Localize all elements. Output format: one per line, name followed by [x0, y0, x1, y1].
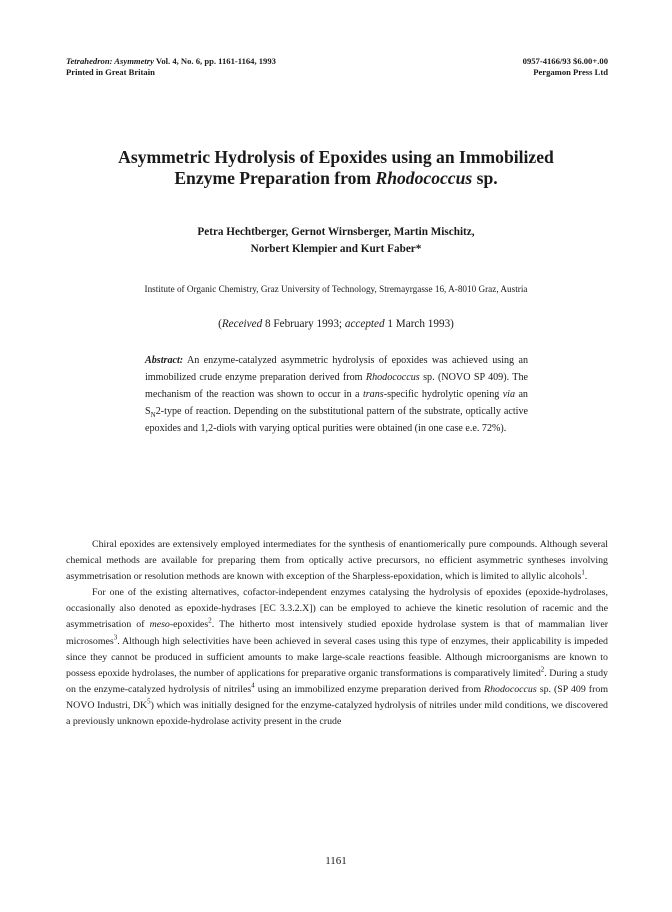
genus-name: Rhodococcus: [375, 168, 473, 188]
publisher: Pergamon Press Ltd: [533, 67, 608, 77]
abstract-label: Abstract:: [145, 355, 184, 366]
title-line-1: Asymmetric Hydrolysis of Epoxides using an Immobilized: [118, 147, 554, 167]
journal-name: Tetrahedron: Asymmetry: [66, 56, 154, 66]
paragraph-2: For one of the existing alternatives, cofactor-independent enzymes catalysing the hydrolysis of epoxides (epoxide-hydrolases, occasionally also denoted as epoxide-hydrases [EC 3.3.2.X]) can be employed to achieve the kinetic resolution of racemic and the asymmetrisation of meso-epoxides$^2$. The hitherto most intensively studied epoxide hydrolase system is that of mammalian liver microsomes$^3$. Although high selectivities have been achieved in several cases using this type of enzymes, their applicability is impeded since they cannot be produced in sufficient amounts to make large-scale reactions feasible. Although microorganisms are known to possess epoxide hydrolases, the number of applications for preparative organic transformations is comparatively limited$^2$. During a study on the enzyme-catalyzed hydrolysis of nitriles$^4$ using an immobilized enzyme preparation derived from Rhodococcus sp. (SP 409 from NOVO Industri, $DK^5$) which was initially designed for the enzyme-catalyzed hydrolysis of nitriles under mild conditions, we discovered a previously unknown epoxide-hydrolase activity present in the crude: [66, 587, 609, 728]
paper-title: [40, 147, 632, 189]
reference-marker: 3: [113, 634, 118, 642]
journal-citation: [66, 56, 276, 67]
price-code: 0957-4166/93 $6.00+.00: [522, 56, 608, 66]
reference-marker: 5: [147, 698, 151, 706]
author-list: [40, 224, 632, 258]
affiliation: Institute of Organic Chemistry, Graz University of Technology, Stremayrgasse 16, A-8010 Graz, Austria: [144, 284, 528, 294]
authors-line-2: Norbert Klempier and Kurt Faber*: [250, 243, 422, 255]
accepted-date: 1 March 1993): [384, 318, 454, 330]
accepted-label: accepted: [344, 318, 385, 330]
received-dates: (Received 8 February 1993; accepted 1 March 1993): [218, 318, 454, 330]
page-number: 1161: [325, 855, 347, 867]
citation-details: Vol. 4, No. 6, pp. 1161-1164, 1993: [153, 56, 276, 66]
running-header-left: [66, 56, 276, 78]
body-text: [66, 537, 608, 730]
authors-line-1: Petra Hechtberger, Gernot Wirnsberger, Martin Mischitz,: [197, 226, 475, 238]
printed-location: Printed in Great Britain: [66, 67, 155, 77]
received-date: 8 February 1993;: [262, 318, 345, 330]
paragraph-1: Chiral epoxides are extensively employed intermediates for the synthesis of enantiomerically pure compounds. Although several chemical methods are available for preparing them from optically active precursors, no efficient asymmetric syntheses involving asymmetrisation or resolution methods are known with exception of the Sharpless-epoxidation, which is limited to allylic alcohols$^1$.: [66, 539, 608, 583]
reference-marker: 4: [251, 682, 255, 690]
reference-marker: 2: [540, 666, 545, 674]
title-line-2: Enzyme Preparation from Rhodococcus sp.: [174, 168, 498, 188]
abstract: Abstract: An enzyme-catalyzed asymmetric hydrolysis of epoxides was achieved using an immobilized crude enzyme preparation derived from Rhodococcus sp. (NOVO SP 409). The mechanism of the reaction was shown to occur in a trans-specific hydrolytic opening via an $S_N2$-type of reaction. Depending on the substitutional pattern of the substrate, optically active epoxides and 1,2-diols with varying optical purities were obtained (in one case e.e. 72%).: [145, 355, 528, 434]
running-header-right: [523, 56, 608, 78]
received-label: Received: [221, 318, 263, 330]
reference-marker: 2: [208, 618, 212, 626]
reference-marker: 1: [581, 569, 585, 577]
